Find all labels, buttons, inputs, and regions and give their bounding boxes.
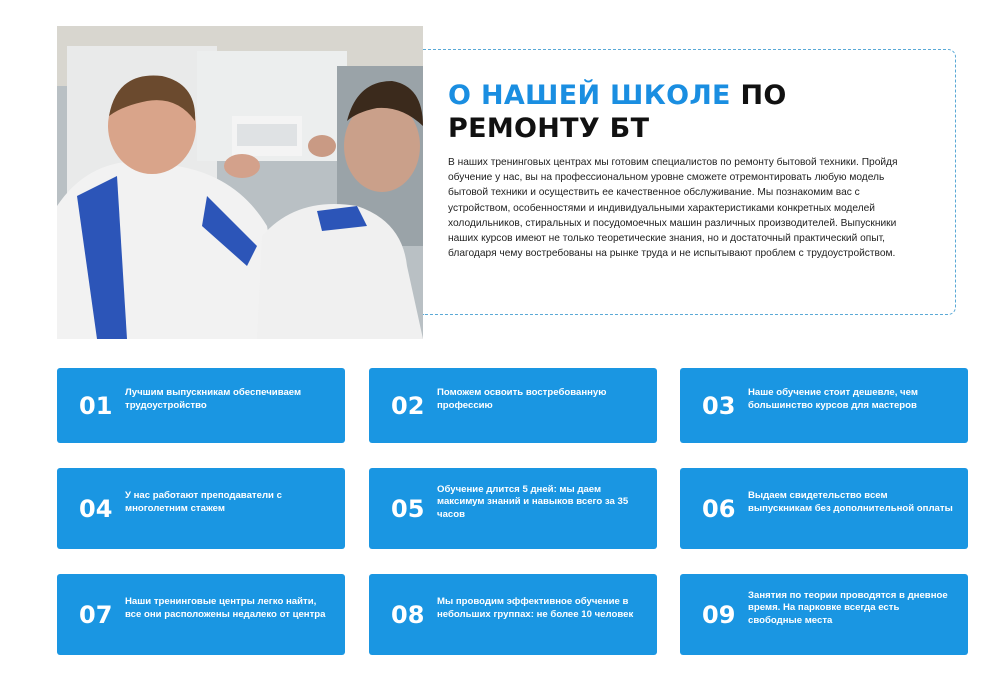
feature-number: 05 xyxy=(391,494,425,523)
feature-text: Наши тренинговые центры легко найти, все они расположены недалеко от центра xyxy=(125,596,326,620)
feature-text: Обучение длится 5 дней: мы даем максимум знаний и навыков всего за 35 часов xyxy=(437,483,629,520)
feature-text: Наше обучение стоит дешевле, чем большинство курсов для мастеров xyxy=(748,387,918,411)
feature-card-08 xyxy=(369,574,657,655)
feature-card-04 xyxy=(57,468,345,549)
about-title-rest: ПО РЕМОНТУ БТ xyxy=(448,80,787,144)
feature-card-09 xyxy=(680,574,968,655)
training-photo xyxy=(57,26,423,339)
feature-number: 03 xyxy=(702,391,736,420)
feature-text: Выдаем свидетельство всем выпускникам без дополнительной оплаты xyxy=(748,490,953,514)
feature-text: Лучшим выпускникам обеспечиваем трудоустройство xyxy=(125,387,302,411)
feature-number: 06 xyxy=(702,494,736,523)
feature-number: 09 xyxy=(702,600,736,629)
feature-text: У нас работают преподаватели с многолетним стажем xyxy=(125,490,282,514)
feature-number: 08 xyxy=(391,600,425,629)
about-title xyxy=(448,79,888,145)
feature-number: 07 xyxy=(79,600,113,629)
about-title-accent: О НАШЕЙ ШКОЛЕ xyxy=(448,80,731,111)
feature-card-01 xyxy=(57,368,345,443)
feature-card-05 xyxy=(369,468,657,549)
feature-card-02 xyxy=(369,368,657,443)
feature-number: 01 xyxy=(79,391,113,420)
feature-card-03 xyxy=(680,368,968,443)
feature-number: 02 xyxy=(391,391,425,420)
feature-card-07 xyxy=(57,574,345,655)
about-text: В наших тренинговых центрах мы готовим специалистов по ремонту бытовой техники. Пройдя обучение у нас, вы на профессиональном уровне сможете отремонтировать любую модель бытовой техники и осуществить ее качественное обслуживание. Мы познакомим вас с устройством, особенностями и индивидуальными характеристиками конкретных моделей холодильников, стиральных и посудомоечных машин различных производителей. Выпускники наших курсов имеют не только теоретические знания, но и достаточный практический опыт, благодаря чему востребованы на рынке труда и не испытывают проблем с трудоустройством. xyxy=(448,157,898,260)
feature-text: Мы проводим эффективное обучение в небольших группах: не более 10 человек xyxy=(437,596,634,620)
feature-text: Поможем освоить востребованную профессию xyxy=(437,387,607,411)
feature-number: 04 xyxy=(79,494,113,523)
feature-card-06 xyxy=(680,468,968,549)
feature-text: Занятия по теории проводятся в дневное время. На парковке всегда есть свободные места xyxy=(748,589,948,626)
